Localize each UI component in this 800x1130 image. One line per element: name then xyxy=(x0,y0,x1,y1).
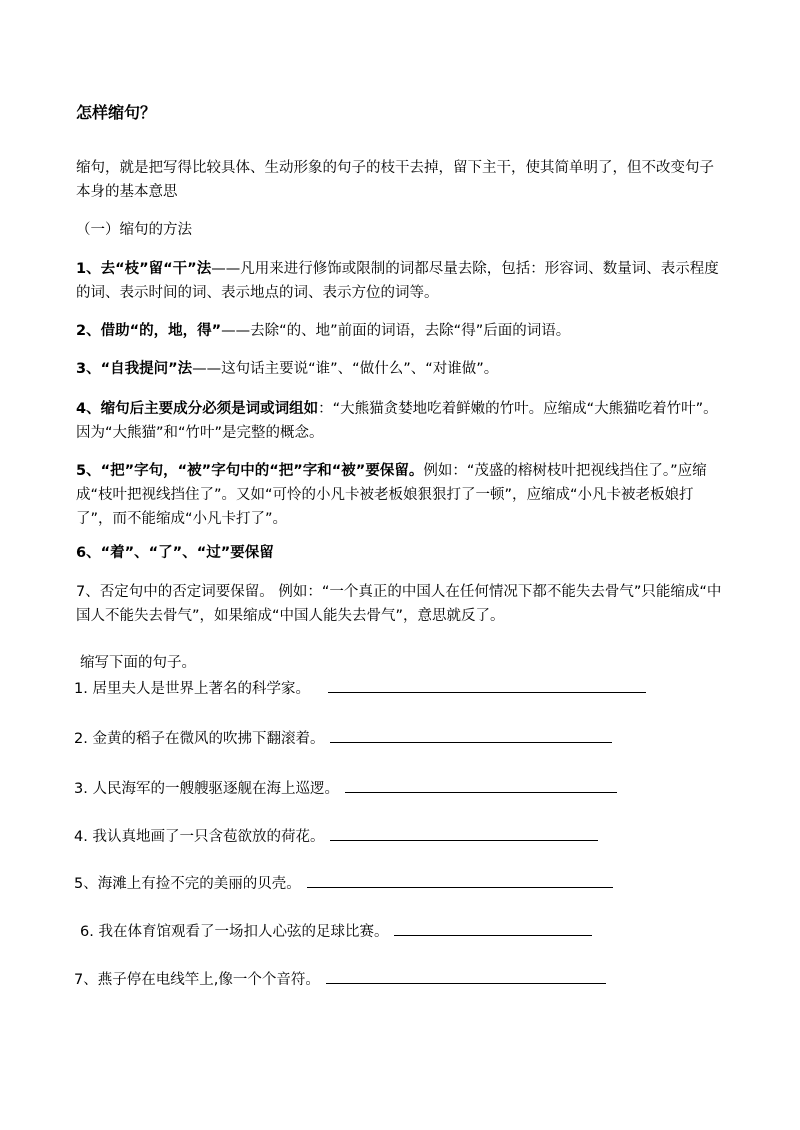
method-text: 7、否定句中的否定词要保留。 例如：“一个真正的中国人在任何情况下都不能失去骨气”只能缩成“中国人不能失去骨气”，如果缩成“中国人能失去骨气”，意思就反了。 xyxy=(76,584,722,624)
method-text: ——去除“的、地”前面的词语，去除“得”后面的词语。 xyxy=(221,323,571,339)
exercise-prompt: 7、燕子停在电线竿上,像一个个音符。 xyxy=(74,972,320,988)
exercise-prompt: 3. 人民海军的一艘艘驱逐舰在海上巡逻。 xyxy=(74,781,339,797)
method-text: ：“大熊猫贪婪地吃着鲜嫩的竹叶。应缩成“大熊猫吃着竹叶”。因为“大熊猫”和“竹叶”是完整的概念。 xyxy=(76,401,718,441)
exercise-prompt: 2. 金黄的稻子在微风的吹拂下翻滚着。 xyxy=(74,731,325,747)
answer-blank[interactable] xyxy=(394,921,592,936)
exercise-prompt: 1. 居里夫人是世界上著名的科学家。 xyxy=(74,681,310,697)
exercise-row xyxy=(74,778,617,800)
method-item xyxy=(76,459,728,531)
method-item xyxy=(76,319,728,343)
method-title: 6、“着”、“了”、“过”要保留 xyxy=(76,545,274,561)
exercise-row xyxy=(74,826,598,848)
method-title: 5、“把”字句，“被”字句中的“把”字和“被”要保留。 xyxy=(76,463,424,479)
exercise-heading: 缩写下面的句子。 xyxy=(80,655,196,671)
answer-blank[interactable] xyxy=(345,778,617,793)
exercise-row xyxy=(74,728,612,750)
method-text: ——凡用来进行修饰或限制的词都尽量去除，包括：形容词、数量词、表示程度的词、表示时间的词、表示地点的词、表示方位的词等。 xyxy=(76,261,719,301)
page-title: 怎样缩句？ xyxy=(76,103,157,122)
method-title: 2、借助“的，地，得” xyxy=(76,323,222,339)
answer-blank[interactable] xyxy=(307,873,613,888)
intro-paragraph: 缩句，就是把写得比较具体、生动形象的句子的枝干去掉，留下主干，使其简单明了，但不改变句子本身的基本意思 xyxy=(76,160,714,200)
exercise-row xyxy=(74,678,646,700)
method-item xyxy=(76,397,728,445)
method-item xyxy=(76,357,728,381)
answer-blank[interactable] xyxy=(328,678,646,693)
method-item xyxy=(76,257,728,305)
exercise-prompt: 5、海滩上有捡不完的美丽的贝壳。 xyxy=(74,876,301,892)
answer-blank[interactable] xyxy=(330,728,612,743)
method-text: ——这句话主要说“谁”、“做什么”、“对谁做”。 xyxy=(192,361,499,377)
answer-blank[interactable] xyxy=(330,826,598,841)
method-title: 3、“自我提问”法 xyxy=(76,361,193,377)
answer-blank[interactable] xyxy=(326,969,606,984)
section-heading: （一）缩句的方法 xyxy=(76,222,192,238)
method-item xyxy=(76,541,728,565)
method-title: 1、去“枝”留“干”法 xyxy=(76,261,212,277)
exercise-row xyxy=(74,873,613,895)
exercise-row xyxy=(74,969,606,991)
exercise-prompt: 6. 我在体育馆观看了一场扣人心弦的足球比赛。 xyxy=(80,924,389,940)
method-item xyxy=(76,580,728,628)
method-title: 4、缩句后主要成分必须是词或词组如 xyxy=(76,401,319,417)
method-text: 例如：“茂盛的榕树枝叶把视线挡住了。”应缩成“枝叶把视线挡住了”。又如“可怜的小凡卡被老板娘狠狠打了一顿”，应缩成“小凡卡被老板娘打了”，而不能缩成“小凡卡打了”。 xyxy=(76,463,707,527)
exercise-prompt: 4. 我认真地画了一只含苞欲放的荷花。 xyxy=(74,829,325,845)
exercise-row xyxy=(80,921,592,943)
